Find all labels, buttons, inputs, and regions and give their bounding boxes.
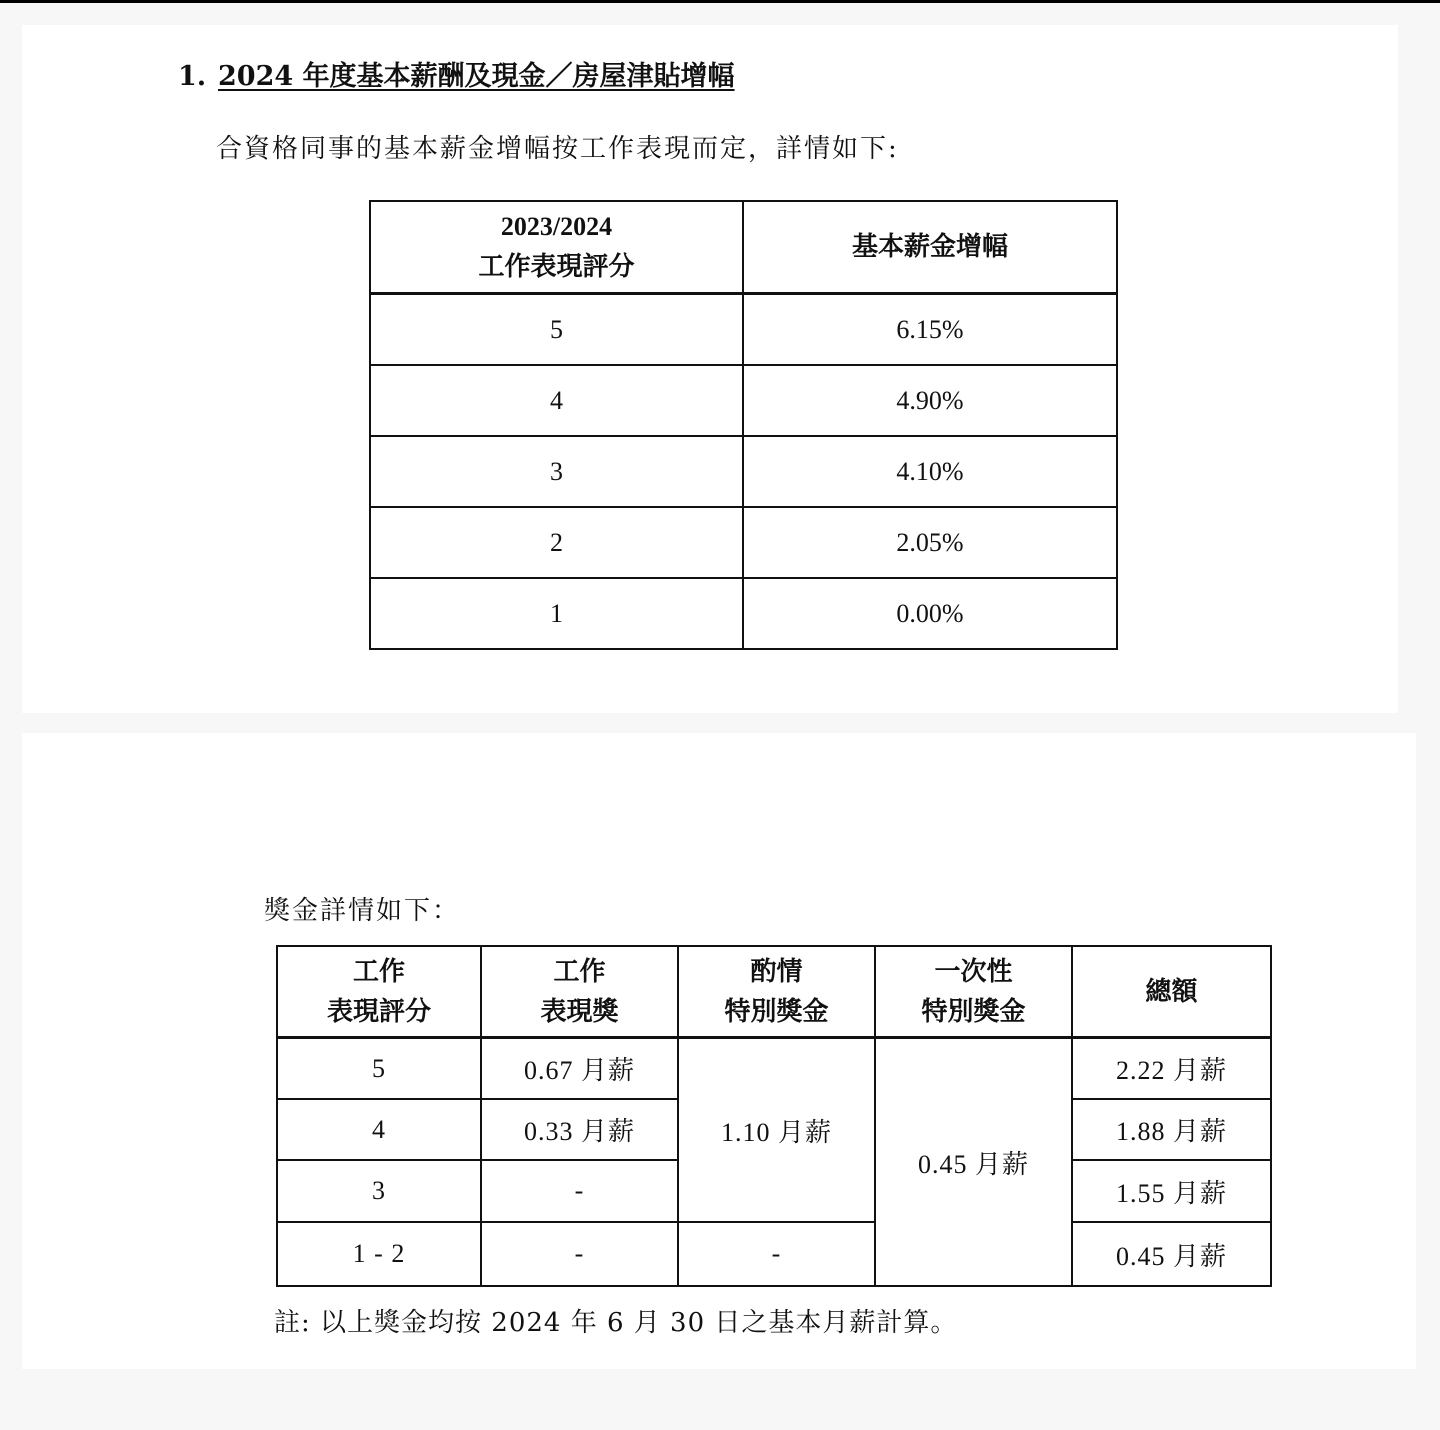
raise-intro-text: 合資格同事的基本薪金增幅按工作表現而定，詳情如下: xyxy=(216,134,899,164)
top-border xyxy=(0,0,1440,3)
rating-cell: 1 xyxy=(370,578,743,649)
total-cell: 1.55 月薪 xyxy=(1072,1160,1271,1222)
raise-cell: 4.10% xyxy=(743,436,1117,507)
header-rating: 2023/2024 工作表現評分 xyxy=(370,201,743,294)
total-cell: 2.22 月薪 xyxy=(1072,1038,1271,1100)
discretionary-bonus-cell: 1.10 月薪 xyxy=(678,1038,875,1223)
header-total: 總額 xyxy=(1072,946,1271,1038)
rating-cell: 4 xyxy=(277,1099,481,1160)
rating-cell: 3 xyxy=(277,1160,481,1222)
table-row xyxy=(370,365,1117,436)
table-row xyxy=(370,507,1117,578)
total-cell: 1.88 月薪 xyxy=(1072,1099,1271,1160)
raise-cell: 0.00% xyxy=(743,578,1117,649)
rating-cell: 3 xyxy=(370,436,743,507)
table-row xyxy=(370,294,1117,366)
salary-raise-table xyxy=(369,200,1118,650)
rating-cell: 4 xyxy=(370,365,743,436)
performance-bonus-cell: 0.67 月薪 xyxy=(481,1038,678,1100)
raise-cell: 4.90% xyxy=(743,365,1117,436)
bonus-table xyxy=(276,945,1272,1287)
header-one-off-bonus: 一次性 特別獎金 xyxy=(875,946,1072,1038)
header-rating: 工作 表現評分 xyxy=(277,946,481,1038)
performance-bonus-cell: - xyxy=(481,1160,678,1222)
raise-cell: 6.15% xyxy=(743,294,1117,366)
section-title: 2024 年度基本薪酬及現金／房屋津貼增幅 xyxy=(218,61,735,92)
table-header-row xyxy=(277,946,1271,1038)
rating-cell: 1 - 2 xyxy=(277,1222,481,1286)
section-number: 1. xyxy=(178,61,207,92)
header-performance-bonus: 工作 表現獎 xyxy=(481,946,678,1038)
total-cell: 0.45 月薪 xyxy=(1072,1222,1271,1286)
section-heading xyxy=(178,54,735,93)
table-row xyxy=(370,578,1117,649)
performance-bonus-cell: - xyxy=(481,1222,678,1286)
table-row xyxy=(277,1038,1271,1100)
discretionary-bonus-cell: - xyxy=(678,1222,875,1286)
header-raise: 基本薪金增幅 xyxy=(743,201,1117,294)
table-row xyxy=(370,436,1117,507)
header-discretionary-bonus: 酌情 特別獎金 xyxy=(678,946,875,1038)
rating-cell: 2 xyxy=(370,507,743,578)
performance-bonus-cell: 0.33 月薪 xyxy=(481,1099,678,1160)
rating-cell: 5 xyxy=(277,1038,481,1100)
raise-cell: 2.05% xyxy=(743,507,1117,578)
one-off-bonus-cell: 0.45 月薪 xyxy=(875,1038,1072,1287)
footnote: 註: 以上獎金均按 2024 年 6 月 30 日之基本月薪計算。 xyxy=(274,1308,958,1338)
table-header-row xyxy=(370,201,1117,294)
table-row xyxy=(277,1222,1271,1286)
bonus-intro-text: 獎金詳情如下： xyxy=(264,896,461,926)
rating-cell: 5 xyxy=(370,294,743,366)
